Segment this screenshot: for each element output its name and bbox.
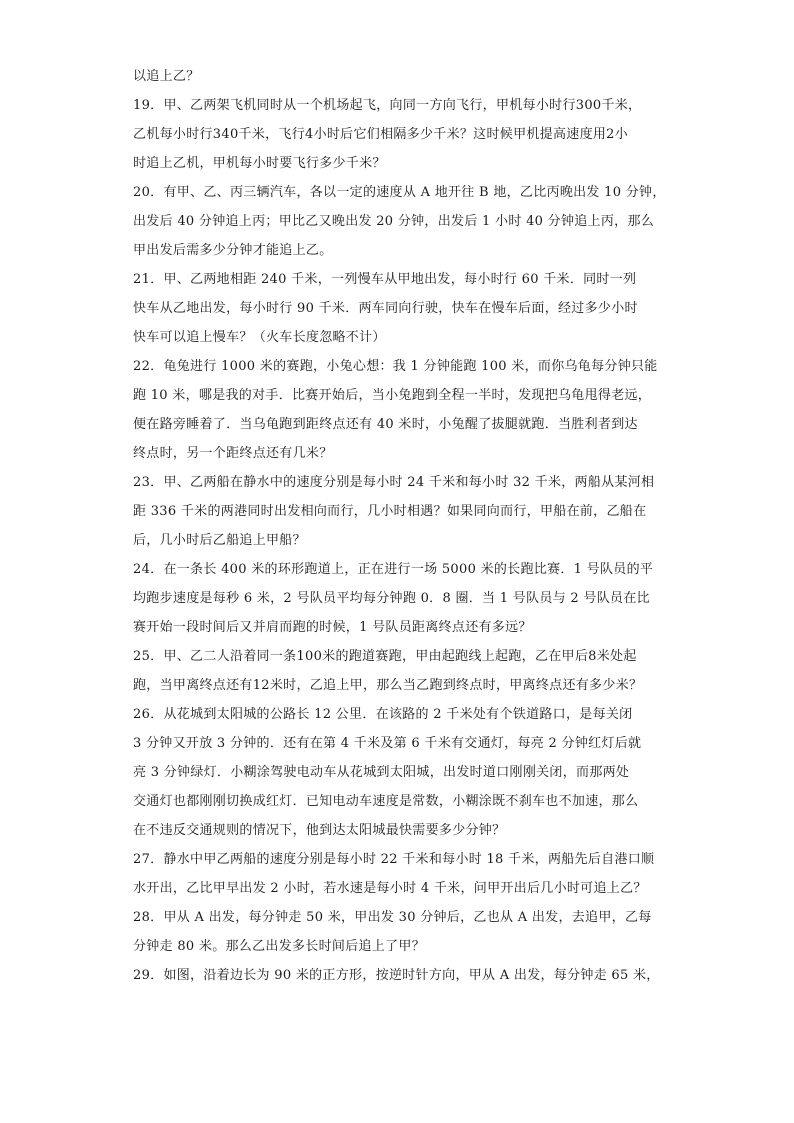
text-line: 乙机每小时行340千米，飞行4小时后它们相隔多少千米？这时候甲机提高速度用2小: [133, 127, 629, 142]
text-line: 亮 3 分钟绿灯．小糊涂驾驶电动车从花城到太阳城，出发时道口刚刚关闭，而那两处: [133, 765, 630, 780]
text-line: 24．在一条长 400 米的环形跑道上，正在进行一场 5000 米的长跑比赛．1 号队员的平: [133, 562, 654, 577]
text-line: 出发后 40 分钟追上丙；甲比乙又晚出发 20 分钟，出发后 1 小时 40 分钟追上丙，那么: [133, 214, 655, 229]
text-line: 水开出，乙比甲早出发 2 小时，若水速是每小时 4 千米，问甲开出后几小时可追上乙？: [133, 881, 647, 896]
text-line: 3 分钟又开放 3 分钟的．还有在第 4 千米及第 6 千米有交通灯，每亮 2 分钟红灯后就: [133, 736, 642, 751]
text-line: 便在路旁睡着了．当乌龟跑到距终点还有 40 米时，小兔醒了拔腿就跑．当胜利者到达: [133, 417, 638, 432]
text-line: 交通灯也都刚刚切换成红灯．已知电动车速度是常数，小糊涂既不刹车也不加速，那么: [133, 794, 639, 809]
text-line: 27．静水中甲乙两船的速度分别是每小时 22 千米和每小时 18 千米，两船先后自港口顺: [133, 852, 655, 867]
text-line: 28．甲从 A 出发，每分钟走 50 米，甲出发 30 分钟后，乙也从 A 出发，去追甲，乙每: [133, 910, 652, 925]
text-line: 距 336 千米的两港同时出发相向而行，几小时相遇？如果同向而行，甲船在前，乙船在: [133, 504, 647, 519]
text-line: 26．从花城到太阳城的公路长 12 公里．在该路的 2 千米处有个铁道路口，是每关闭: [133, 707, 633, 722]
text-line: 分钟走 80 米。那么乙出发多长时间后追上了甲？: [133, 939, 426, 954]
text-line: 22．龟兔进行 1000 米的赛跑，小兔心想：我 1 分钟能跑 100 米，而你乌龟每分钟只能: [133, 359, 658, 374]
text-line: 在不违反交通规则的情况下，他到达太阳城最快需要多少分钟？: [133, 823, 506, 838]
text-line: 跑 10 米，哪是我的对手．比赛开始后，当小兔跑到全程一半时，发现把乌龟甩得老远，: [133, 388, 652, 403]
text-line: 快车从乙地出发，每小时行 90 千米．两车同向行驶，快车在慢车后面，经过多少小时: [133, 301, 638, 316]
text-line: 20．有甲、乙、丙三辆汽车，各以一定的速度从 A 地开往 B 地，乙比丙晚出发 10 分钟，: [133, 185, 666, 200]
text-line: 跑，当甲离终点还有12米时，乙追上甲，那么当乙跑到终点时，甲离终点还有多少米？: [133, 678, 643, 693]
text-line: 以追上乙？: [133, 69, 200, 84]
page-content: [133, 62, 666, 990]
text-line: 均跑步速度是每秒 6 米，2 号队员平均每分钟跑 0．8 圈．当 1 号队员与 2 号队员在比: [133, 591, 650, 606]
text-line: 后，几小时后乙船追上甲船？: [133, 533, 306, 548]
text-line: 赛开始一段时间后又并肩而跑的时候，1 号队员距离终点还有多远？: [133, 620, 532, 635]
text-line: 21．甲、乙两地相距 240 千米，一列慢车从甲地出发，每小时行 60 千米．同时一列: [133, 272, 637, 287]
text-line: 29．如图，沿着边长为 90 米的正方形，按逆时针方向，甲从 A 出发，每分钟走 65 米，: [133, 968, 660, 983]
text-line: 甲出发后需多少分钟才能追上乙。: [133, 243, 333, 258]
text-line: 快车可以追上慢车？（火车长度忽略不计）: [133, 330, 386, 345]
text-line: 时追上乙机，甲机每小时要飞行多少千米？: [133, 156, 386, 171]
text-line: 23．甲、乙两船在静水中的速度分别是每小时 24 千米和每小时 32 千米，两船从某河相: [133, 475, 655, 490]
text-line: 19．甲、乙两架飞机同时从一个机场起飞，向同一方向飞行，甲机每小时行300千米，: [133, 98, 642, 113]
text-line: 终点时，另一个距终点还有几米？: [133, 446, 333, 461]
text-line: 25．甲、乙二人沿着同一条100米的跑道赛跑，甲由起跑线上起跑，乙在甲后8米处起: [133, 649, 637, 664]
